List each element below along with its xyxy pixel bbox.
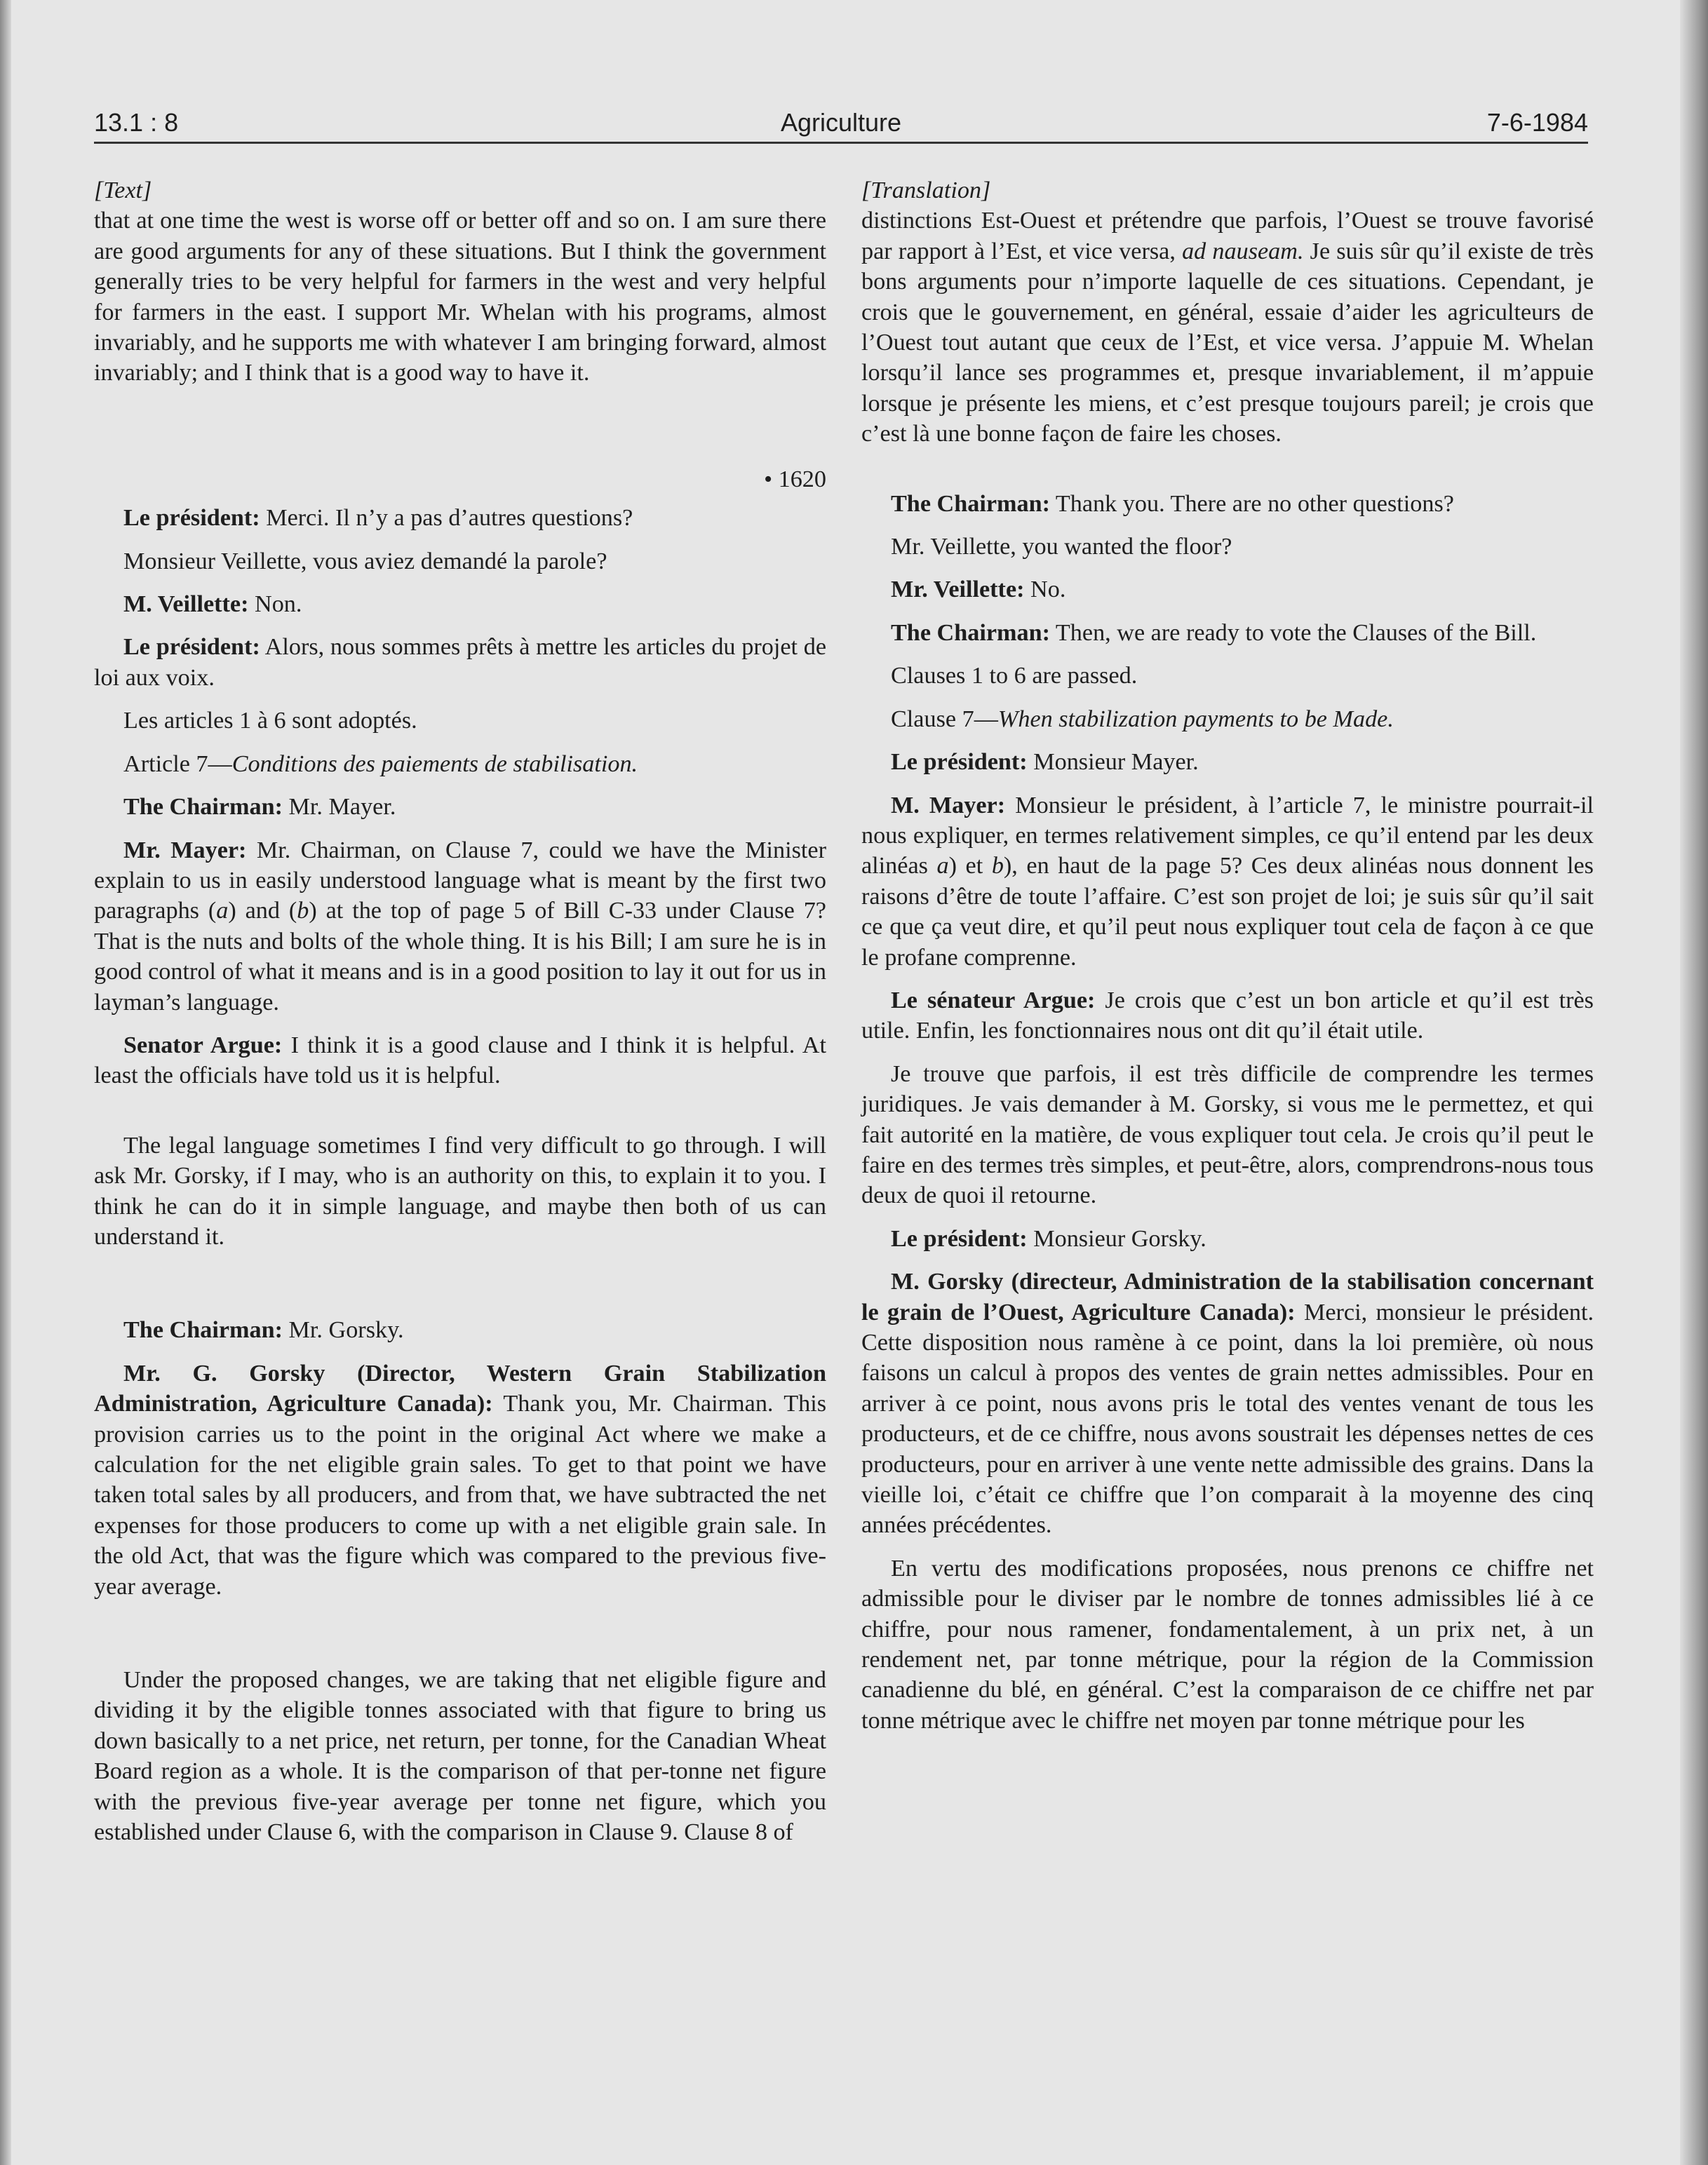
paragraph: Le président: Alors, nous sommes prêts à mettre les articles du projet de loi aux voix. (94, 634, 826, 691)
paragraph: Mr. Mayer: Mr. Chairman, on Clause 7, could we have the Minister explain to us in easily understood language what is meant by the first two paragraphs (a) and (b) at the top of page 5 of Bill C-33 under Clause 7? That is the nuts and bolts of the whole thing. It is his Bill; I am sure he is in good control of what it means and is in a good position to lay it out for us in layman’s language. (94, 837, 826, 1016)
language-tag-translation: [Translation] (861, 177, 991, 203)
running-title: Agriculture (780, 108, 902, 137)
scan-edge-right (1680, 0, 1708, 2165)
paragraph: Senator Argue: I think it is a good clause and I think it is helpful. At least the officials have told us it is helpful. (94, 1032, 826, 1089)
paragraph: Le sénateur Argue: Je crois que c’est un bon article et qu’il est très utile. Enfin, les fonctionnaires nous ont dit qu’il était utile. (861, 987, 1594, 1044)
time-marker: • 1620 (764, 466, 826, 492)
paragraph: Mr. Veillette: No. (891, 576, 1066, 603)
header-rule (94, 142, 1588, 144)
paragraph: M. Gorsky (directeur, Administration de la stabilisation concernant le grain de l’Ouest, Agriculture Canada): Merci, monsieur le président. Cette disposition nous ramène à ce point, dans la loi première, où nous faisons un calcul à propos des ventes de grain nettes admissibles. Pour en arriver à ce point, nous avons pris le total des ventes venant de tous les producteurs, et de ce chiffre, nous avons soustrait les dépenses nettes de ces producteurs, pour en arriver à une vente nette admissible des grains. Dans la vieille loi, c’était ce chiffre que l’on comparait à la moyenne des cinq années précédentes. (861, 1269, 1594, 1539)
clause-heading: Article 7—Conditions des paiements de stabilisation. (123, 750, 638, 777)
paragraph: Le président: Monsieur Gorsky. (891, 1225, 1206, 1252)
paragraph: Clauses 1 to 6 are passed. (891, 663, 1138, 689)
paragraph: The Chairman: Thank you. There are no other questions? (891, 490, 1454, 517)
paragraph: Le président: Monsieur Mayer. (891, 749, 1199, 776)
paragraph: Monsieur Veillette, vous aviez demandé la parole? (123, 548, 607, 574)
paragraph: Je trouve que parfois, il est très difficile de comprendre les termes juridiques. Je vais demander à M. Gorsky, si vous me le permettez, et qui fait autorité en la matière, de vous expliquer tout cela. Je crois qu’il peut le faire en des termes très simples, et peut-être, alors, comprendrons-nous tous deux de quoi il retourne. (861, 1060, 1594, 1209)
paragraph: M. Mayer: Monsieur le président, à l’article 7, le ministre pourrait-il nous expliquer, en termes relativement simples, ce qu’il entend par les deux alinéas a) et b), en haut de la page 5? Ces deux alinéas nous donnent les raisons d’être de toute l’affaire. C’est son projet de loi; je suis sûr qu’il sait ce que ça veut dire, et qu’il peut nous expliquer tout cela de façon à ce que le profane comprenne. (861, 792, 1594, 971)
page-number: 13.1 : 8 (94, 108, 179, 137)
paragraph: distinctions Est-Ouest et prétendre que parfois, l’Ouest se trouve favorisé par rapport à l’Est, et vice versa, ad nauseam. Je suis sûr qu’il existe de très bons arguments pour n’importe laquelle de ces situations. Cependant, je crois que le gouvernement, en général, essaie d’aider les agriculteurs de l’Ouest tout autant que ceux de l’Est, et vice versa. J’appuie M. Whelan lorsqu’il lance ses programmes et, presque invariablement, il m’appuie lorsque je présente les miens, et c’est presque toujours pareil; je crois que c’est là une bonne façon de faire les choses. (861, 208, 1594, 447)
page-date: 7-6-1984 (1486, 108, 1588, 137)
french-column (861, 175, 1594, 1736)
paragraph: Mr. Veillette, you wanted the floor? (891, 534, 1232, 560)
paragraph: that at one time the west is worse off or better off and so on. I am sure there are good arguments for any of these situations. But I think the government generally tries to be very helpful for farmers in the west and very helpful for farmers in the east. I support Mr. Whelan with his programs, almost invariably, and he supports me with whatever I am bringing forward, almost invariably; and I think that is a good way to have it. (94, 208, 826, 386)
clause-heading: Clause 7—When stabilization payments to be Made. (891, 706, 1394, 732)
paragraph: The Chairman: Mr. Mayer. (123, 794, 396, 821)
scan-edge-left (0, 0, 11, 2165)
paragraph: Les articles 1 à 6 sont adoptés. (123, 708, 417, 734)
paragraph: The legal language sometimes I find very difficult to go through. I will ask Mr. Gorsky, if I may, who is an authority on this, to explain it to you. I think he can do it in simple language, and maybe then both of us can understand it. (94, 1132, 826, 1250)
paragraph: The Chairman: Then, we are ready to vote the Clauses of the Bill. (891, 619, 1537, 646)
page-header (94, 105, 1588, 143)
paragraph: Le président: Merci. Il n’y a pas d’autres questions? (123, 505, 633, 532)
paragraph: M. Veillette: Non. (123, 591, 302, 618)
paragraph: En vertu des modifications proposées, nous prenons ce chiffre net admissible pour le diviser par le nombre de tonnes admissibles lié à ce chiffre, pour nous ramener, fondamentalement, à un prix net, à un rendement net, par tonne métrique, pour la région de la Commission canadienne du blé, en général. C’est la comparaison de ce chiffre net par tonne métrique avec le chiffre net moyen par tonne métrique pour les (861, 1555, 1594, 1734)
english-column (94, 175, 826, 1847)
paragraph: Under the proposed changes, we are taking that net eligible figure and dividing it by the eligible tonnes associated with that figure to bring us down basically to a net price, net return, per tonne, for the Canadian Wheat Board region as a whole. It is the comparison of that per-tonne net figure with the previous five-year average per tonne net figure, which you established under Clause 6, with the comparison in Clause 9. Clause 8 of (94, 1667, 826, 1846)
language-tag-text: [Text] (94, 177, 152, 203)
paragraph: Mr. G. Gorsky (Director, Western Grain Stabilization Administration, Agriculture Canada): Thank you, Mr. Chairman. This provision carries us to the point in the original Act where we make a calculation for the net eligible grain sales. To get to that point we have taken total sales by all producers, and from that, we have subtracted the net expenses for those producers to come up with a net eligible grain sale. In the old Act, that was the figure which was compared to the previous five-year average. (94, 1360, 826, 1600)
paragraph: The Chairman: Mr. Gorsky. (123, 1317, 404, 1344)
